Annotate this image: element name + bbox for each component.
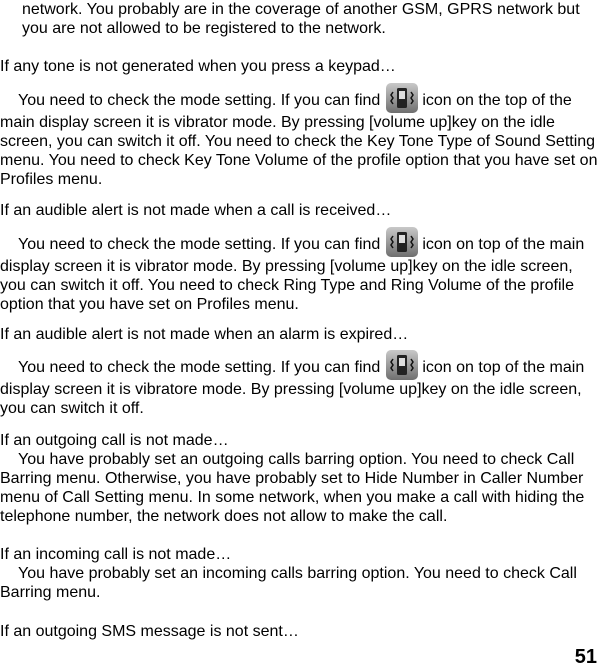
answer-incoming-alert: You need to check the mode setting. If you can find icon on top of the main display screen it is vibrator mode. By pressing [volume up]key on the idle screen, you can switch it off. You need to check Ring Type and Ring Volume of the profile option that you have set on Profiles menu.: [0, 227, 600, 314]
continuation-text: network. You probably are in the coverage of another GSM, GPRS network but you are not allowed to be registered to the network.: [22, 1, 580, 37]
question-outgoing-sms: If an outgoing SMS message is not sent…: [0, 623, 299, 640]
question-keypad-tone: If any tone is not generated when you press a keypad…: [0, 58, 396, 75]
answer-incoming-call: You have probably set an incoming calls barring option. You need to check Call Barring menu.: [0, 565, 577, 601]
question-outgoing-call: If an outgoing call is not made…: [0, 432, 229, 449]
vibrator-mode-icon: [386, 350, 418, 380]
answer-outgoing-call: You have probably set an outgoing calls barring option. You need to check Call Barring menu. Otherwise, you have probably set to Hide Number in Caller Number menu of Call Setting menu. In some network, when you make a call with hiding the telephone number, the network does not allow to make the call.: [0, 451, 585, 525]
question-alarm-alert: If an audible alert is not made when an alarm is expired…: [0, 326, 409, 343]
question-incoming-call: If an incoming call is not made…: [0, 546, 232, 563]
answer-alarm-alert: You need to check the mode setting. If you can find icon on top of the main display screen it is vibratore mode. By pressing [volume up]key on the idle screen, you can switch it off.: [0, 350, 600, 418]
page-number: 51: [574, 646, 597, 668]
vibrator-mode-icon: [386, 83, 418, 113]
question-incoming-alert: If an audible alert is not made when a call is received…: [0, 202, 392, 219]
vibrator-mode-icon: [386, 227, 418, 257]
answer-keypad-tone: You need to check the mode setting. If you can find icon on the top of the main display screen it is vibrator mode. By pressing [volume up]key on the idle screen, you can switch it off. You need to check the Key Tone Type of Sound Setting menu. You need to check Key Tone Volume of the profile option that you have set on Profiles menu.: [0, 83, 600, 189]
